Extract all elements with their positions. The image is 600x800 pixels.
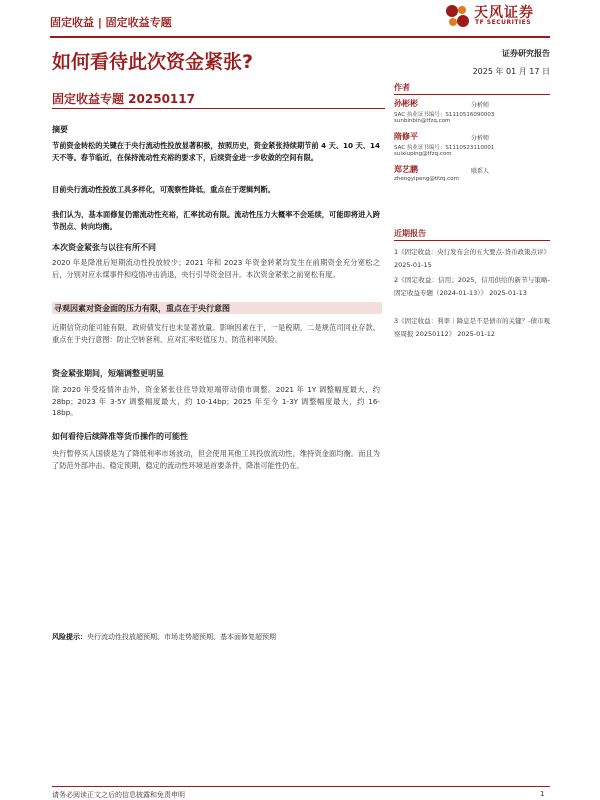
summary-heading: 摘要 bbox=[52, 125, 68, 134]
summary-paragraph: 目前央行流动性投放工具多样化，可观察性降低，重点在于逻辑判断。 bbox=[52, 185, 275, 194]
author-name: 郑艺鹏 bbox=[394, 165, 418, 174]
related-report-item[interactable]: 1《固定收益：央行发布会的五大要点-货币政策点评》 2025-01-15 bbox=[394, 248, 550, 269]
brand-logo-icon bbox=[444, 3, 470, 29]
report-date: 2025 年 01 月 17 日 bbox=[472, 67, 550, 76]
section-heading: 如何看待后续降准等货币操作的可能性 bbox=[52, 432, 188, 441]
header-rule bbox=[50, 36, 550, 38]
section-heading: 寻观因素对资金面的压力有限，重点在于央行意图 bbox=[54, 304, 230, 313]
footer-rule bbox=[52, 786, 550, 787]
authors-heading: 作者 bbox=[394, 83, 410, 92]
author-name: 隋修平 bbox=[394, 132, 418, 141]
report-subtitle: 固定收益专题 20250117 bbox=[52, 92, 195, 106]
section-heading: 资金紧张期间，短端调整更明显 bbox=[52, 369, 164, 378]
related-report-item[interactable]: 3《固定收益：利率｜降息是不是债市的关键？-债市观察周报 20250112》 2025-01-12 bbox=[394, 317, 550, 338]
report-category: 固定收益 | 固定收益专题 bbox=[50, 16, 172, 29]
author-name: 孙彬彬 bbox=[394, 99, 418, 108]
body-paragraph: 2020 年是降准后短期流动性投放较少；2021 年和 2023 年资金转紧均发生在前期资金充分宽松之后，分别对应永煤事件和疫情冲击消退，央行引导资金回升。本次资金紧张之前宽松有度。 bbox=[52, 258, 380, 279]
summary-paragraph: 我们认为，基本面修复仍需流动性充裕，汇率扰动有限。流动性压力大概率不会延续，可能即将进入跨节拐点、转向均衡。 bbox=[52, 210, 380, 231]
author-cert: SAC 执业证书编号：S1110523110001 bbox=[394, 145, 495, 151]
related-report-item[interactable]: 2《固定收益：信用；2025，信用供给的新节与策略-固定收益专题（2024-01-13）》 2025-01-13 bbox=[394, 276, 550, 297]
body-paragraph: 央行暂停买入国债是为了降低利率市场波动，但会使用其他工具投放流动性，维持资金面均衡。而且为了防范外部冲击、稳定预期，稳定的流动性环境是首要条件，降准可能性仍在。 bbox=[52, 449, 380, 470]
brand-logo bbox=[440, 0, 550, 32]
related-heading: 近期报告 bbox=[394, 229, 426, 238]
risk-label: 风险提示： bbox=[52, 633, 87, 641]
summary-paragraph: 节前资金转松的关键在于央行流动性投放显著积极，按照历史，资金紧张持续期节前 4 天、10 天、14 天不等。春节临近，在保持流动性充裕的要求下，后续资金进一步收敛的空间有限。 bbox=[52, 141, 380, 162]
brand-name-cn: 天风证券 bbox=[474, 5, 534, 21]
author-role: 分析师 bbox=[471, 135, 490, 142]
body-paragraph: 除 2020 年受疫情冲击外，资金紧张往往导致短端带动债市调整。2021 年 1Y 调整幅度最大，约 28bp；2023 年 3-5Y 调整幅度最大，约 10-14bp；2025 年至今 1-3Y 调整幅度最大，约 16-18bp。 bbox=[52, 385, 380, 417]
footer-disclaimer: 请务必阅读正文之后的信息披露和免责申明 bbox=[52, 791, 185, 799]
author-email[interactable]: zhengyipeng@tfzq.com bbox=[394, 176, 459, 182]
author-role: 联系人 bbox=[471, 168, 490, 175]
report-type: 证券研究报告 bbox=[502, 49, 550, 58]
authors-rule bbox=[394, 94, 550, 95]
page-number: 1 bbox=[540, 790, 545, 798]
section-heading: 本次资金紧张与以往有所不同 bbox=[52, 243, 156, 252]
risk-text: 央行流动性投放超预期、市场走势超预期、基本面修复超预期 bbox=[87, 633, 276, 641]
report-title: 如何看待此次资金紧张? bbox=[52, 51, 254, 73]
brand-name-en: TF SECURITIES bbox=[475, 19, 532, 26]
author-email[interactable]: suixiuping@tfzq.com bbox=[394, 151, 452, 157]
body-paragraph: 近期信贷动能可能有限，政府债发行也未显著放量。影响因素在于，一是税期，二是规范司同业存款。重点在于央行意图：防止空转套利、应对汇率贬值压力、防范利率风险。 bbox=[52, 323, 380, 344]
author-email[interactable]: sunbinbin@tfzq.com bbox=[394, 118, 451, 124]
section-heading-bar bbox=[52, 302, 382, 314]
author-role: 分析师 bbox=[471, 102, 490, 109]
related-rule bbox=[394, 240, 550, 241]
author-cert: SAC 执业证书编号：S1110516090003 bbox=[394, 112, 495, 118]
risk-note bbox=[52, 632, 542, 642]
subtitle-rule bbox=[52, 108, 385, 109]
